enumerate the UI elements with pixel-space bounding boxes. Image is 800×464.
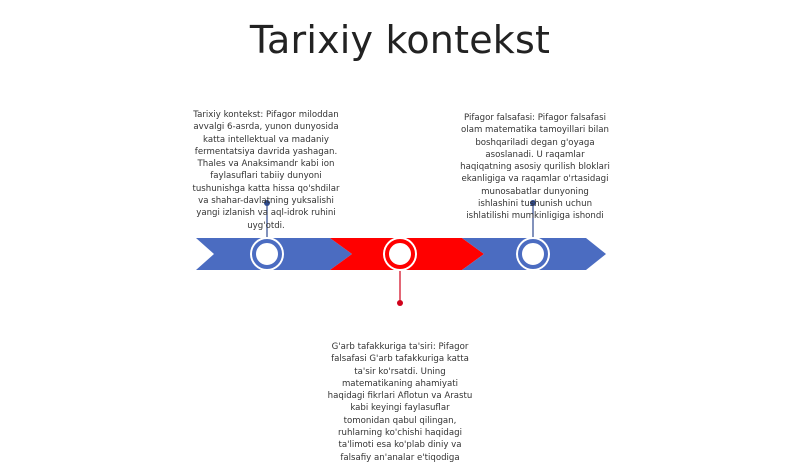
textbox-western-influence: G'arb tafakkuriga ta'siri: Pifagor falsafasi G'arb tafakkuriga katta ta'sir ko'rsatdi. Uning matematikaning ahamiyati haqidagi fikrlari Aflotun va Arastu kabi keyingi faylasuflar tomonidan qabul qilingan, ruhlarning ko'chishi haqidagi ta'limoti esa ko'plab diniy va falsafiy an'analar e'tiqodiga — [327, 342, 473, 463]
milestone-marker-2 — [383, 237, 417, 271]
textbox-pythagoras-philosophy: Pifagor falsafasi: Pifagor falsafasi olam matematika tamoyillari bilan boshqariladi degan g'oyaga asoslanadi. U raqamlar haqiqatning asosiy qurilish bloklari ekanligiga va raqamlar o'rtasidagi munosabatlar dunyoning ishlashini tushunish uchun ishlatilishi mumkinligiga ishondi — [460, 113, 610, 222]
connector-dot-middle — [397, 300, 403, 306]
milestone-marker-1 — [250, 237, 284, 271]
slide-title: Tarixiy kontekst — [249, 18, 551, 62]
textbox-historical-context: Tarixiy kontekst: Pifagor miloddan avvalgi 6-asrda, yunon dunyosida katta intellektual va madaniy fermentatsiya davrida yashagan. Thales va Anaksimandr kabi ion faylasuflari tabiiy dunyoni tushunishga katta hissa qo'shdilar va shahar-davlatning yuksalishi yangi izlanish va aql-idrok ruhini uyg'otdi. — [192, 110, 340, 231]
milestone-marker-3 — [516, 237, 550, 271]
